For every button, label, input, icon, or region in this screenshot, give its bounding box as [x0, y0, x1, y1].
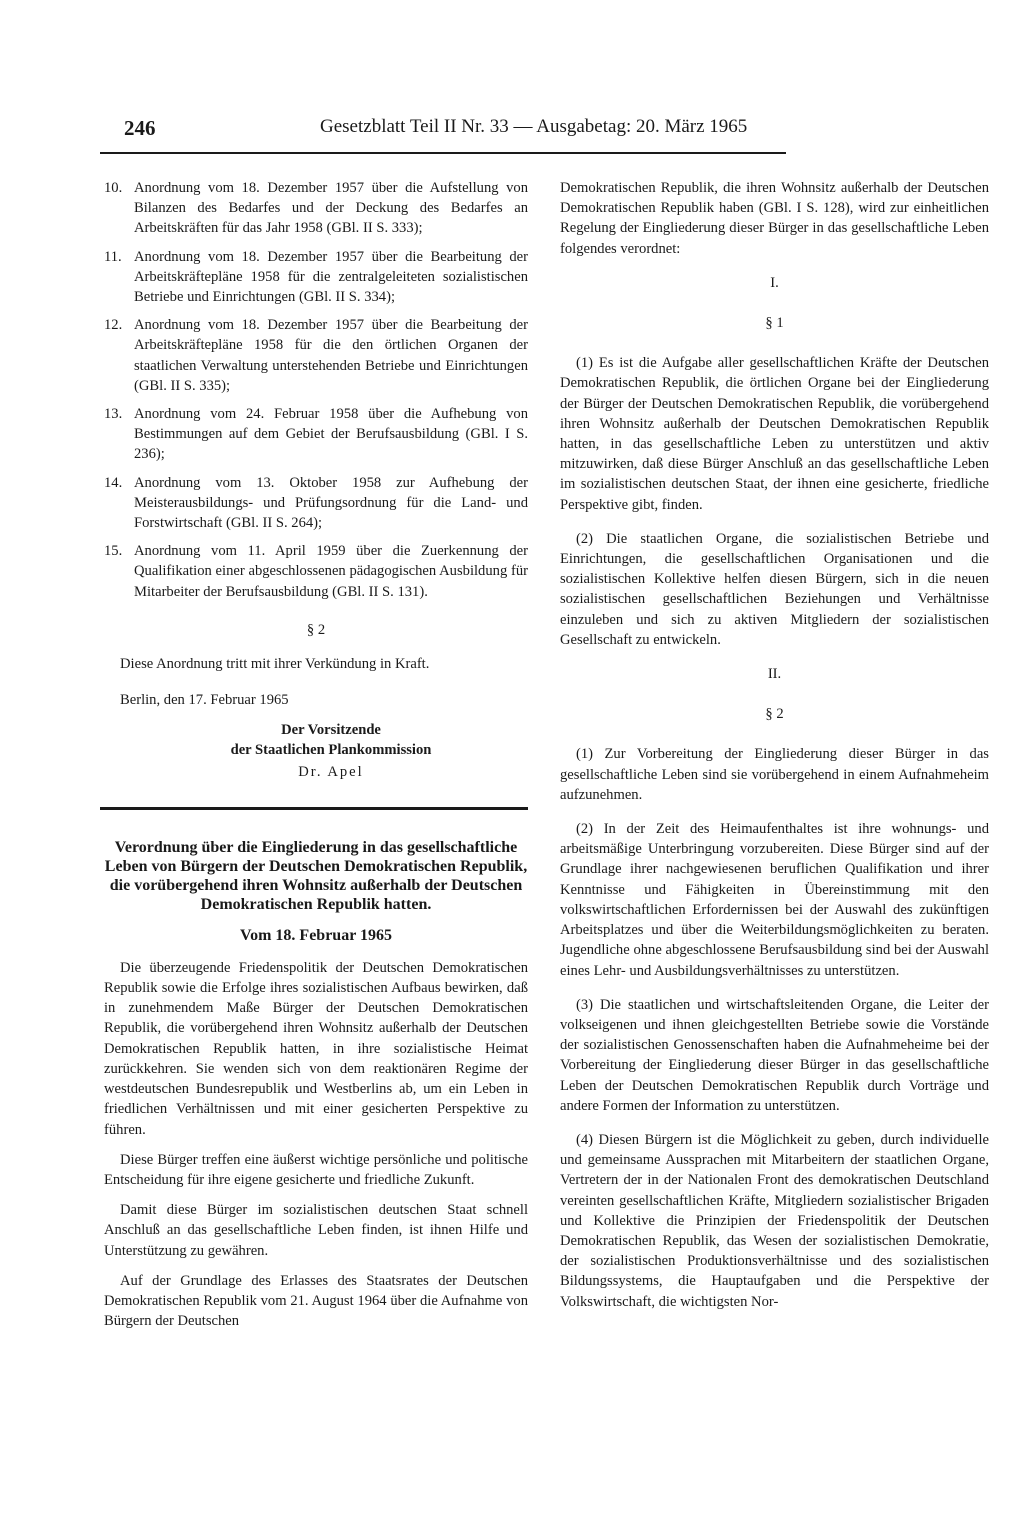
repeal-list [104, 178, 528, 602]
list-text: Anordnung vom 11. April 1959 über die Zuerkennung der Qualifikation einer abgeschlossenen pädagogischen Ausbildung für Mitarbeiter der Berufsausbildung (GBl. II S. 131). [134, 543, 528, 600]
list-text: Anordnung vom 18. Dezember 1957 über die Bearbeitung der Arbeitskräftepläne 1958 für die den örtlichen Organen der staatlichen Verwaltung unterstehenden Betriebe und Einrichtungen (GBl. II S. 335); [134, 317, 528, 394]
page-header [124, 116, 784, 156]
section-paragraph: (1) Zur Vorbereitung der Eingliederung dieser Bürger in das gesellschaftliche Leben sind sie vorübergehend in einem Aufnahmeheim aufzunehmen. [560, 746, 989, 803]
header-divider [100, 152, 786, 154]
left-column [104, 178, 528, 1341]
list-item [104, 473, 528, 534]
part-heading: I. [770, 274, 779, 291]
section-heading: § 1 [765, 315, 784, 332]
list-number: 14. [104, 474, 123, 491]
preamble-paragraph: Damit diese Bürger im sozialistischen deutschen Staat schnell Anschluß an das gesellschaftliche Leben finden, ist ihnen Hilfe und Unterstützung zu gewähren. [104, 1202, 528, 1259]
list-item [104, 315, 528, 396]
part-heading: II. [767, 666, 782, 683]
page-number: 246 [124, 116, 156, 140]
preamble-paragraph: Diese Bürger treffen eine äußerst wichtige persönliche und politische Entscheidung für ihre eigene gesicherte und friedliche Zukunft. [104, 1151, 528, 1188]
list-item [104, 541, 528, 602]
list-text: Anordnung vom 18. Dezember 1957 über die Bearbeitung der Arbeitskräftepläne 1958 für die zentralgeleiteten sozialistischen Betriebe und Einrichtungen (GBl. II S. 334); [134, 248, 528, 306]
list-number: 13. [104, 406, 123, 423]
section-paragraph: (1) Es ist die Aufgabe aller gesellschaftlichen Kräfte der Deutschen Demokratischen Republik, die örtlichen Organe bei der Eingliederung der Bürger der Deutschen Demokratischen Republik, die vorübergehend ihren Wohnsitz außerhalb der Deutschen Demokratischen Republik hatten, in das gesellschaftliche Leben zu unterstützen und aktiv mitzuwirken, daß diese Bürger Anschluß an das gesellschaftliche Leben im sozialistischen deutschen Staat, der ihnen eine gesicherte, friedliche Perspektive gibt, finden. [560, 355, 989, 513]
list-number: 11. [104, 248, 122, 265]
regulation-title: Verordnung über die Eingliederung in das gesellschaftliche Leben von Bürgern der Deutschen Demokratischen Republik, die vorübergehend ihren Wohnsitz außerhalb der Deutschen Demokratischen Republik hatten. [104, 838, 528, 913]
list-item [104, 178, 528, 239]
list-text: Anordnung vom 24. Februar 1958 über die Aufhebung von Bestimmungen auf dem Gebiet der Berufsausbildung (GBl. I S. 236); [134, 406, 528, 463]
running-title: Gesetzblatt Teil II Nr. 33 — Ausgabetag: 20. März 1965 [320, 116, 748, 137]
signatory-office: der Staatlichen Plankommission [230, 742, 432, 759]
section-paragraph: (2) In der Zeit des Heimaufenthaltes ist ihre wohnungs- und arbeitsmäßige Unterbringung vorzubereiten. Diese Bürger sind auf der Grundlage ihrer nachgewiesenen beruflichen Qualifikation und ihrer Kenntnisse und Fähigkeiten in Übereinstimmung mit den volkswirtschaftlichen Erfordernissen bei der Auswahl des zukünftigen Arbeitsplatzes und über die Weiterbildungsmöglichkeiten zu beraten. Jugendliche ohne abgeschlossene Berufsausbildung sind bei der Auswahl eines Lehr- und Ausbildungsverhältnisses zu unterstützen. [560, 821, 989, 979]
right-column [560, 178, 989, 1326]
section-paragraph: (3) Die staatlichen und wirtschaftsleitenden Organe, die Leiter der volkseigenen und ihnen gleichgestellten Betriebe sowie die Vorstände der sozialistischen Genossenschaften haben die Aufnahmeheime bei der Vorbereitung der Eingliederung dieser Bürger in das gesellschaftliche Leben der Deutschen Demokratischen Republik durch Vorträge und andere Formen der Information zu unterstützen. [560, 996, 989, 1114]
section-paragraph: (4) Diesen Bürgern ist die Möglichkeit zu geben, durch individuelle und gemeinsame Aussprachen mit Mitarbeitern der staatlichen Organe, Vertretern der in der Nationalen Front des demokratischen Deutschland vereinten gesellschaftlichen Kräfte, Mitgliedern sozialistischer Brigaden und Kollektive die Prinzipien der Friedenspolitik der Deutschen Demokratischen Republik, das Wesen der sozialistischen Demokratie, der sozialistischen Produktionsverhältnisse und des sozialistischen Bildungssystems, die Hauptaufgaben und die Perspektive der Volkswirtschaft, die wichtigsten Nor- [560, 1131, 989, 1310]
signatory-title: Der Vorsitzende [281, 722, 381, 739]
list-item [104, 247, 528, 308]
list-text: Anordnung vom 18. Dezember 1957 über die Aufstellung von Bilanzen des Bedarfes und der Deckung des Bedarfes an Arbeitskräften für das Jahr 1958 (GBl. II S. 333); [134, 180, 528, 237]
section-heading: § 2 [765, 706, 784, 723]
list-number: 15. [104, 543, 123, 560]
place-date: Berlin, den 17. Februar 1965 [120, 692, 289, 709]
effective-clause: Diese Anordnung tritt mit ihrer Verkündung in Kraft. [120, 656, 430, 673]
section-heading: § 2 [306, 621, 326, 638]
section-divider [100, 807, 528, 810]
signatory-name: Dr. Apel [298, 764, 364, 781]
list-number: 10. [104, 180, 123, 196]
list-number: 12. [104, 317, 123, 334]
regulation-date: Vom 18. Februar 1965 [240, 926, 392, 944]
list-item [104, 404, 528, 465]
continuation-paragraph: Demokratischen Republik, die ihren Wohnsitz außerhalb der Deutschen Demokratischen Republik haben (GBl. I S. 128), wird zur einheitlichen Regelung der Eingliederung dieser Bürger in das gesellschaftliche Leben folgendes verordnet: [560, 180, 989, 257]
preamble-paragraph: Auf der Grundlage des Erlasses des Staatsrates der Deutschen Demokratischen Republik vom 21. August 1964 über die Aufnahme von Bürgern der Deutschen [104, 1272, 528, 1330]
section-paragraph: (2) Die staatlichen Organe, die sozialistischen Betriebe und Einrichtungen, die gesellschaftlichen Organisationen und die sozialistischen Kollektive helfen diesen Bürgern, sich in die neuen sozialistischen gesellschaftlichen Beziehungen und Verhältnisse einzuleben und sich zu aktiven Mitgliedern der sozialistischen Gesellschaft zu entwickeln. [560, 530, 989, 648]
preamble-paragraph: Die überzeugende Friedenspolitik der Deutschen Demokratischen Republik sowie die Erfolge ihres sozialistischen Aufbaus bewirken, daß in zunehmendem Maße Bürger der Deutschen Demokratischen Republik, die vorübergehend ihren Wohnsitz außerhalb der Deutschen Demokratischen Republik hatten, in ihre sozialistische Heimat zurückkehren. Sie wenden sich von dem reaktionären Regime der westdeutschen Bundesrepublik und Westberlins ab, um ein Leben in friedlichen Verhältnissen und mit einer gesicherten Perspektive zu führen. [104, 959, 528, 1138]
list-text: Anordnung vom 13. Oktober 1958 zur Aufhebung der Meisterausbildungs- und Prüfungsordnung für die Land- und Forstwirtschaft (GBl. II S. 264); [134, 474, 528, 532]
